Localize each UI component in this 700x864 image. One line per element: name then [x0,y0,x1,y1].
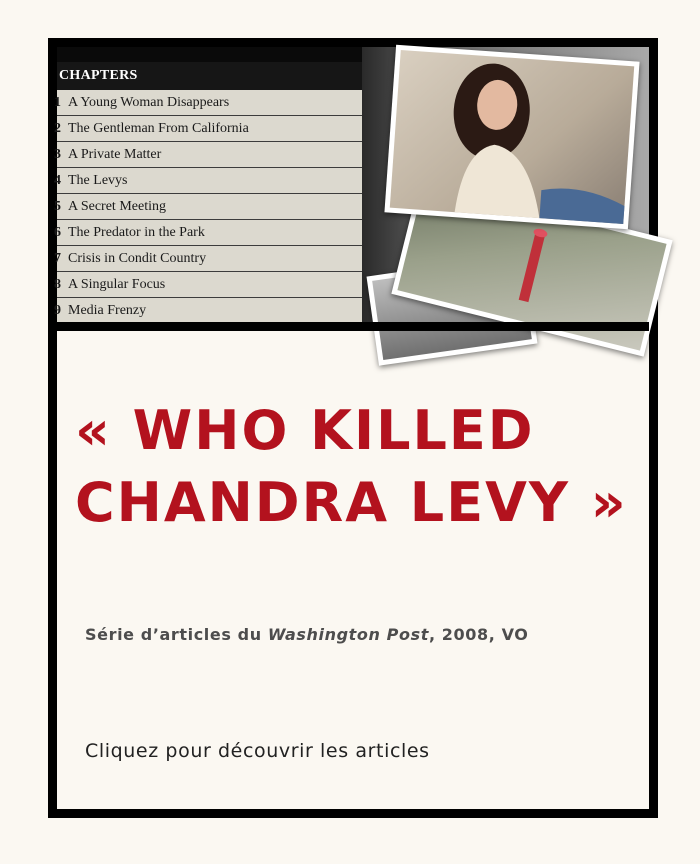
banner-image[interactable] [54,47,649,322]
subtitle-suffix: , 2008, VO [428,625,529,644]
chapters-header: CHAPTERS [57,62,362,90]
chapter-item[interactable] [54,194,362,220]
headline-line-1: « WHO KILLED [75,399,535,462]
chapter-title: The Levys [68,173,128,188]
chapter-item[interactable] [54,90,362,116]
chapter-number: 2 [54,121,61,136]
chapter-number: 3 [54,147,61,162]
chapter-title: The Gentleman From California [68,121,249,136]
chapter-item[interactable] [54,116,362,142]
chapter-number: 9 [54,303,61,318]
subtitle [85,625,528,644]
chapter-item[interactable] [54,298,362,324]
chapter-title: A Secret Meeting [68,199,166,214]
chapter-item[interactable] [54,168,362,194]
chapter-number: 5 [54,199,61,214]
chapter-number: 6 [54,225,61,240]
chapter-item[interactable] [54,246,362,272]
subtitle-prefix: Série d’articles du [85,625,268,644]
chapter-number: 4 [54,173,61,188]
chapter-title: Crisis in Condit Country [68,251,207,266]
chapter-title: The Predator in the Park [68,225,205,240]
discover-articles-link[interactable]: Cliquez pour découvrir les articles [85,740,430,762]
chapter-number: 7 [54,251,61,266]
headline-line-2: CHANDRA LEVY » [75,471,628,534]
chapters-panel [54,62,362,322]
chapter-item[interactable] [54,220,362,246]
chapter-title: A Young Woman Disappears [68,95,230,110]
chapter-list [54,90,362,324]
chapter-title: A Private Matter [68,147,162,162]
article-card[interactable] [48,38,658,818]
chapter-item[interactable] [54,142,362,168]
chapter-number: 8 [54,277,61,292]
photo-portrait [384,45,639,230]
headline[interactable] [75,395,645,539]
chapter-number: 1 [54,95,61,110]
chapter-title: Media Frenzy [68,303,147,318]
chapter-item[interactable] [54,272,362,298]
chapter-title: A Singular Focus [68,277,166,292]
photo-collage [362,47,649,322]
subtitle-publication: Washington Post [267,625,429,644]
banner-divider [57,322,649,331]
